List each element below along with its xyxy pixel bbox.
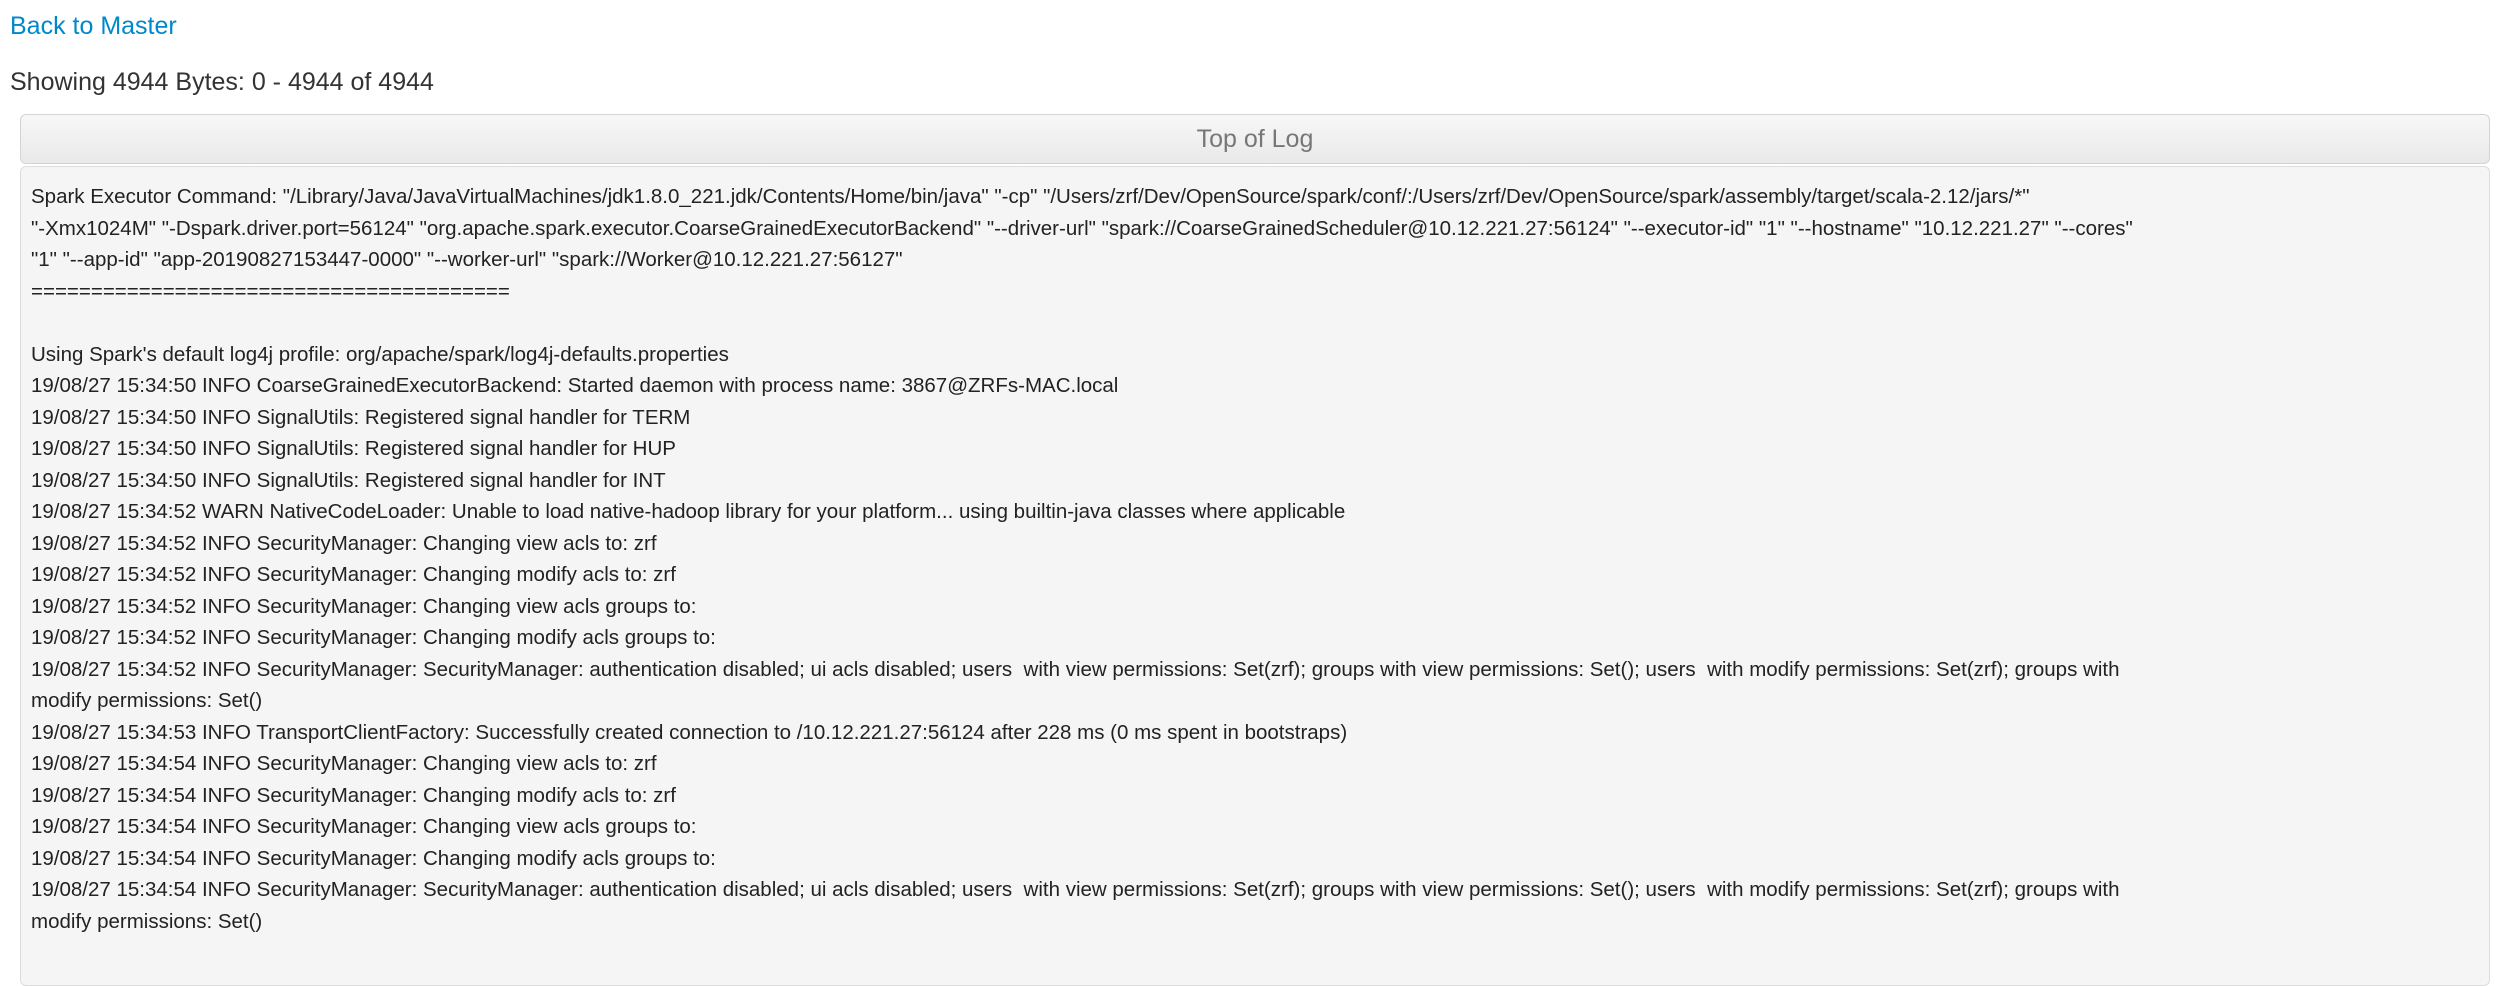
log-line: modify permissions: Set() (31, 909, 263, 933)
log-line: Spark Executor Command: "/Library/Java/JavaVirtualMachines/jdk1.8.0_221.jdk/Contents/Home/bin/java" "-cp" "/Users/zrf/Dev/OpenSource/spark/conf/:/Users/zrf/Dev/OpenSource/spark/assembly/target/scala-2.12/jars/*" (31, 185, 2030, 208)
log-line: modify permissions: Set() (31, 689, 263, 712)
log-line: 19/08/27 15:34:52 WARN NativeCodeLoader: Unable to load native-hadoop library for your platform... using builtin-java classes where applicable (31, 500, 1346, 523)
log-line: 19/08/27 15:34:50 INFO SignalUtils: Registered signal handler for TERM (31, 405, 691, 429)
log-line: 19/08/27 15:34:53 INFO TransportClientFactory: Successfully created connection to /10.12.221.27:56124 after 228 ms (0 ms spent in bootstraps) (31, 720, 1348, 744)
log-line: 19/08/27 15:34:50 INFO SignalUtils: Registered signal handler for INT (31, 468, 666, 492)
log-line: 19/08/27 15:34:50 INFO SignalUtils: Registered signal handler for HUP (31, 437, 676, 460)
log-line: Using Spark's default log4j profile: org/apache/spark/log4j-defaults.properties (31, 342, 729, 366)
log-line: 19/08/27 15:34:54 INFO SecurityManager: Changing modify acls groups to: (31, 846, 722, 870)
top-of-log-button[interactable]: Top of Log (20, 114, 2490, 164)
log-line: 19/08/27 15:34:54 INFO SecurityManager: Changing view acls groups to: (31, 815, 703, 838)
back-to-master-link[interactable]: Back to Master (10, 12, 177, 40)
log-line: 19/08/27 15:34:54 INFO SecurityManager: SecurityManager: authentication disabled; ui acls disabled; users with view permissions: Set(zrf); groups with view permissions: Set(); users with modify permissions: Set(zrf); groups with (31, 878, 2120, 901)
log-line: 19/08/27 15:34:54 INFO SecurityManager: Changing view acls to: zrf (31, 752, 657, 775)
byte-range-status: Showing 4944 Bytes: 0 - 4944 of 4944 (10, 68, 434, 96)
log-line: 19/08/27 15:34:52 INFO SecurityManager: Changing view acls groups to: (31, 594, 703, 618)
log-line: 19/08/27 15:34:52 INFO SecurityManager: Changing modify acls groups to: (31, 626, 722, 649)
log-line: "1" "--app-id" "app-20190827153447-0000" "--worker-url" "spark://Worker@10.12.221.27:56127" (31, 248, 903, 271)
log-line: ======================================== (31, 279, 510, 303)
log-line (31, 307, 2479, 339)
log-content (20, 166, 2490, 986)
log-line: 19/08/27 15:34:54 INFO SecurityManager: Changing modify acls to: zrf (31, 783, 676, 807)
log-line: 19/08/27 15:34:52 INFO SecurityManager: Changing view acls to: zrf (31, 531, 657, 555)
log-line: 19/08/27 15:34:52 INFO SecurityManager: SecurityManager: authentication disabled; ui acls disabled; users with view permissions: Set(zrf); groups with view permissions: Set(); users with modify permissions: Set(zrf); groups with (31, 657, 2120, 681)
log-line: 19/08/27 15:34:50 INFO CoarseGrainedExecutorBackend: Started daemon with process name: 3867@ZRFs-MAC.local (31, 374, 1119, 397)
log-line: "-Xmx1024M" "-Dspark.driver.port=56124" "org.apache.spark.executor.CoarseGrainedExecutorBackend" "--driver-url" "spark://CoarseGrainedScheduler@10.12.221.27:56124" "--executor-id" "1" "--hostname" "10.12.221.27" "--cores" (31, 216, 2133, 240)
log-line: 19/08/27 15:34:52 INFO SecurityManager: Changing modify acls to: zrf (31, 563, 676, 586)
